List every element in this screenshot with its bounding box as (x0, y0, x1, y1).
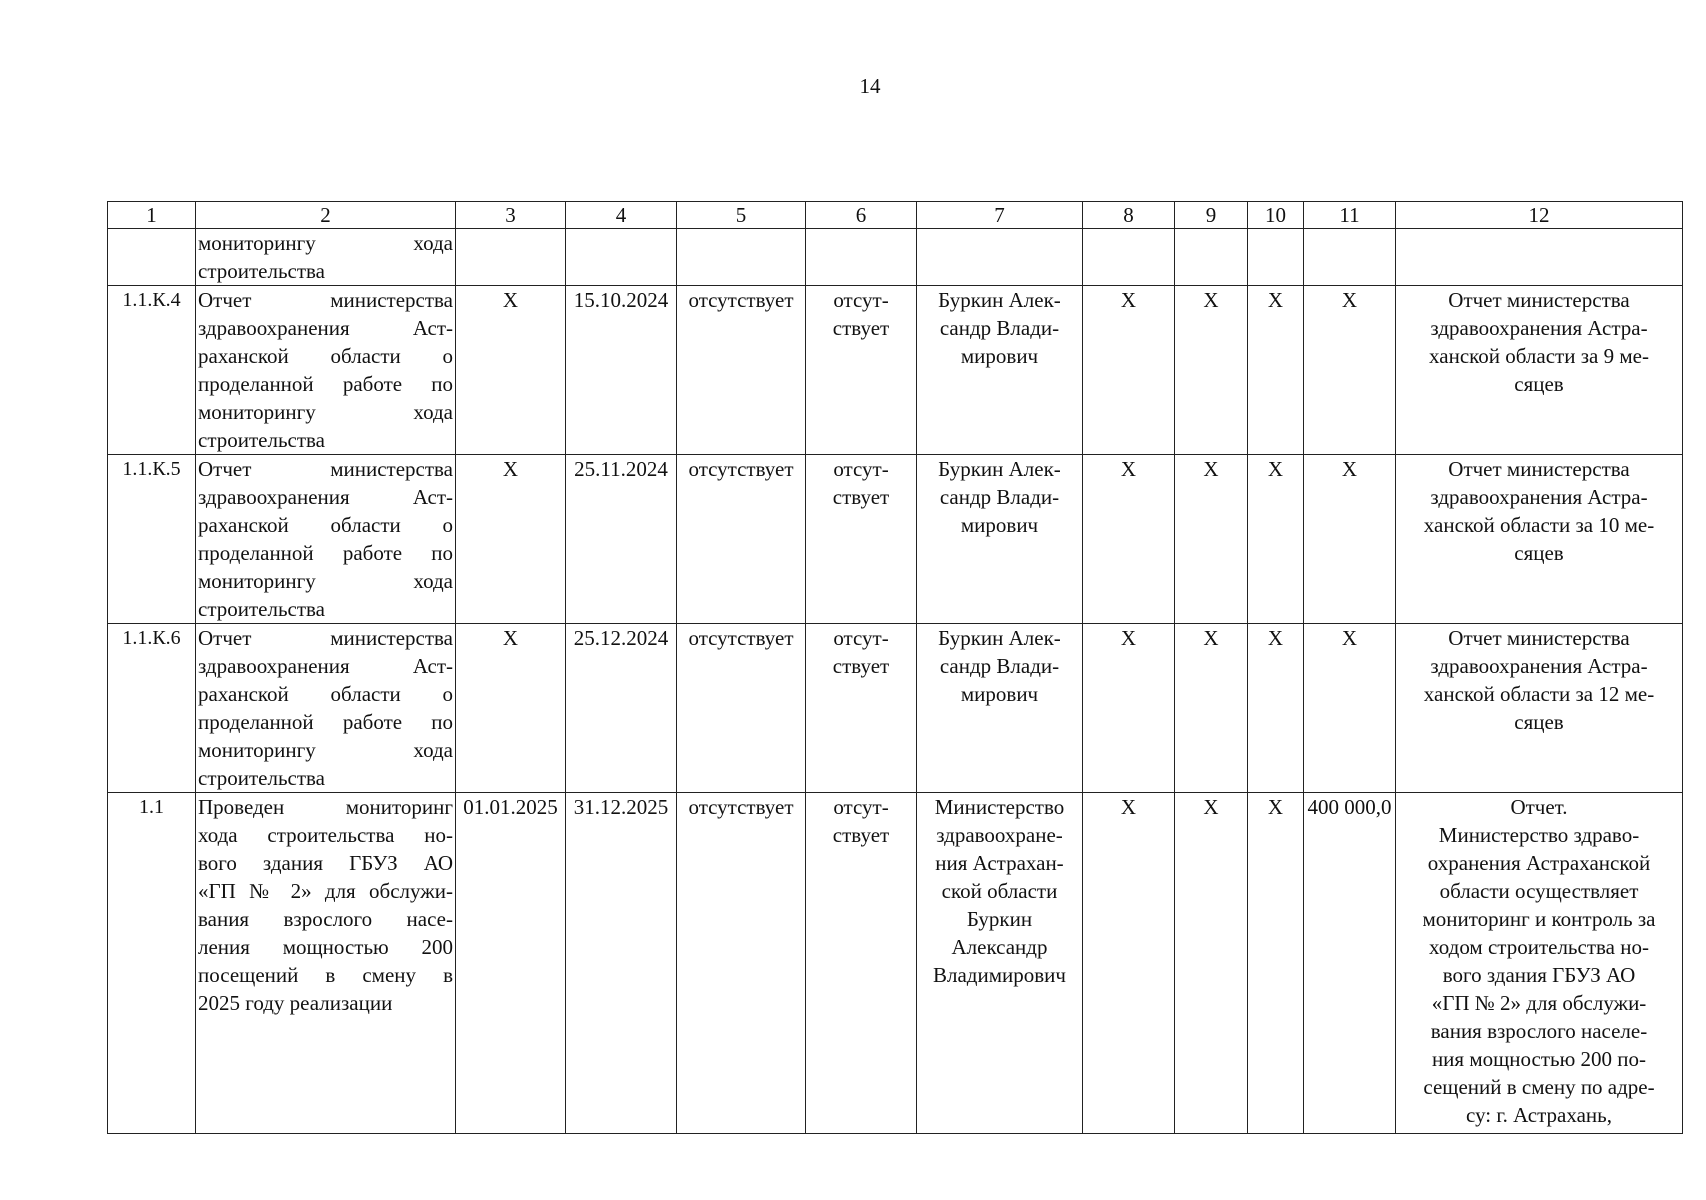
text-line: мирович (960, 682, 1039, 706)
predecessor-cell: отсутствует (677, 455, 806, 624)
event-description-cell (196, 624, 456, 793)
event-description-cell (196, 229, 456, 286)
header-cell: 2 (196, 202, 456, 229)
end-date-cell: 25.12.2024 (566, 624, 677, 793)
text-line: ханской области за 12 ме- (1423, 682, 1655, 706)
text-line: вания взрослого насе- (198, 907, 453, 931)
item-code-cell: 1.1.К.6 (108, 624, 196, 793)
text-line: ствует (832, 823, 890, 847)
page-number: 14 (859, 74, 881, 98)
text-line: Отчет министерства (1448, 288, 1630, 312)
text-line: здравоохранения Астра- (1430, 485, 1648, 509)
predecessor-cell: отсутствует (677, 793, 806, 1134)
table-row (108, 229, 1683, 286)
table-row (108, 793, 1683, 1134)
text-line: ствует (832, 654, 890, 678)
event-description-cell (196, 455, 456, 624)
end-date-cell (566, 229, 677, 286)
text-line: Отчет министерства (198, 457, 453, 481)
start-date-cell: 01.01.2025 (456, 793, 566, 1134)
budget-cell: X (1304, 286, 1396, 455)
responsible-person-cell (917, 624, 1083, 793)
text-line: Отчет министерства (198, 288, 453, 312)
text-line: Отчет. (1510, 795, 1568, 819)
text-line: Александр (951, 935, 1048, 959)
text-line: здравоохранения Аст- (198, 316, 453, 340)
col9-cell: X (1175, 624, 1248, 793)
text-line: проделанной работе по (198, 710, 453, 734)
item-code-cell: 1.1 (108, 793, 196, 1134)
responsible-person-cell (917, 455, 1083, 624)
header-cell: 6 (806, 202, 917, 229)
header-cell: 12 (1396, 202, 1683, 229)
col8-cell (1083, 229, 1175, 286)
start-date-cell: X (456, 286, 566, 455)
result-description-cell (1396, 286, 1683, 455)
result-description-cell (1396, 455, 1683, 624)
text-line: ской области (941, 879, 1058, 903)
header-cell: 7 (917, 202, 1083, 229)
col9-cell: X (1175, 286, 1248, 455)
budget-cell: X (1304, 455, 1396, 624)
text-line: ления мощностью 200 (198, 935, 453, 959)
text-line: сандр Влади- (939, 654, 1060, 678)
text-line: раханской области о (198, 682, 453, 706)
col8-cell: X (1083, 793, 1175, 1134)
text-line: мониторинг и контроль за (1422, 907, 1656, 931)
text-line: ния мощностью 200 по- (1431, 1047, 1647, 1071)
text-line: сяцев (1514, 541, 1564, 565)
text-line: сандр Влади- (939, 316, 1060, 340)
table-row (108, 455, 1683, 624)
budget-cell: 400 000,0 (1304, 793, 1396, 1134)
start-date-cell: X (456, 455, 566, 624)
col10-cell: X (1248, 286, 1304, 455)
event-description-cell (196, 793, 456, 1134)
col9-cell: X (1175, 793, 1248, 1134)
text-line: ходом строительства но- (1429, 935, 1649, 959)
header-cell: 4 (566, 202, 677, 229)
plan-table (107, 201, 1683, 1134)
text-line: мониторингу хода (198, 231, 453, 255)
text-line: области осуществляет (1439, 879, 1639, 903)
predecessor-cell (677, 229, 806, 286)
text-line: ханской области за 10 ме- (1423, 513, 1655, 537)
text-line: отсут- (833, 457, 889, 481)
end-date-cell: 15.10.2024 (566, 286, 677, 455)
text-line: Отчет министерства (198, 626, 453, 650)
text-line: сещений в смену по адре- (1423, 1075, 1655, 1099)
responsible-person-cell (917, 793, 1083, 1134)
col9-cell: X (1175, 455, 1248, 624)
text-line: отсут- (833, 795, 889, 819)
responsible-person-cell (917, 229, 1083, 286)
header-cell: 5 (677, 202, 806, 229)
end-date-cell: 31.12.2025 (566, 793, 677, 1134)
text-line: мирович (960, 513, 1039, 537)
header-cell: 3 (456, 202, 566, 229)
start-date-cell: X (456, 624, 566, 793)
text-line: проделанной работе по (198, 541, 453, 565)
budget-cell: X (1304, 624, 1396, 793)
col10-cell: X (1248, 455, 1304, 624)
text-line: сяцев (1514, 710, 1564, 734)
budget-cell (1304, 229, 1396, 286)
text-line: раханской области о (198, 513, 453, 537)
header-cell: 8 (1083, 202, 1175, 229)
successor-cell (806, 793, 917, 1134)
text-line: посещений в смену в (198, 963, 453, 987)
text-line: 2025 году реализации (198, 991, 393, 1015)
table-row (108, 624, 1683, 793)
col8-cell: X (1083, 624, 1175, 793)
text-line: вания взрослого населе- (1430, 1019, 1648, 1043)
text-line: строительства (198, 428, 326, 452)
successor-cell (806, 455, 917, 624)
item-code-cell (108, 229, 196, 286)
col9-cell (1175, 229, 1248, 286)
text-line: строительства (198, 259, 326, 283)
text-line: ствует (832, 485, 890, 509)
text-line: здравоохране- (936, 823, 1063, 847)
text-line: Отчет министерства (1448, 626, 1630, 650)
text-line: здравоохранения Астра- (1430, 316, 1648, 340)
successor-cell (806, 624, 917, 793)
table-row (108, 286, 1683, 455)
text-line: Министерство здраво- (1438, 823, 1640, 847)
text-line: Отчет министерства (1448, 457, 1630, 481)
text-line: здравоохранения Астра- (1430, 654, 1648, 678)
text-line: сандр Влади- (939, 485, 1060, 509)
text-line: вого здания ГБУЗ АО (1442, 963, 1636, 987)
text-line: Буркин Алек- (938, 626, 1061, 650)
predecessor-cell: отсутствует (677, 286, 806, 455)
header-cell: 11 (1304, 202, 1396, 229)
item-code-cell: 1.1.К.5 (108, 455, 196, 624)
text-line: здравоохранения Аст- (198, 654, 453, 678)
predecessor-cell: отсутствует (677, 624, 806, 793)
text-line: ствует (832, 316, 890, 340)
result-description-cell (1396, 229, 1683, 286)
text-line: хода строительства но- (198, 823, 453, 847)
text-line: отсут- (833, 626, 889, 650)
successor-cell (806, 286, 917, 455)
header-row (108, 202, 1683, 229)
text-line: охранения Астраханской (1427, 851, 1651, 875)
text-line: строительства (198, 766, 326, 790)
start-date-cell (456, 229, 566, 286)
col8-cell: X (1083, 455, 1175, 624)
end-date-cell: 25.11.2024 (566, 455, 677, 624)
text-line: мониторингу хода (198, 400, 453, 424)
text-line: Буркин Алек- (938, 288, 1061, 312)
event-description-cell (196, 286, 456, 455)
text-line: «ГП № 2» для обслужи- (1431, 991, 1647, 1015)
col10-cell: X (1248, 624, 1304, 793)
text-line: здравоохранения Аст- (198, 485, 453, 509)
result-description-cell (1396, 624, 1683, 793)
text-line: Владимирович (933, 963, 1066, 987)
text-line: строительства (198, 597, 326, 621)
text-line: Проведен мониторинг (198, 795, 453, 819)
text-line: мирович (960, 344, 1039, 368)
text-line: мониторингу хода (198, 569, 453, 593)
text-line: вого здания ГБУЗ АО (198, 851, 453, 875)
text-line: проделанной работе по (198, 372, 453, 396)
responsible-person-cell (917, 286, 1083, 455)
text-line: мониторингу хода (198, 738, 453, 762)
text-line: сяцев (1514, 372, 1564, 396)
text-line: ния Астрахан- (935, 851, 1064, 875)
header-cell: 9 (1175, 202, 1248, 229)
col10-cell: X (1248, 793, 1304, 1134)
text-line: раханской области о (198, 344, 453, 368)
col10-cell (1248, 229, 1304, 286)
header-cell: 10 (1248, 202, 1304, 229)
text-line: ханской области за 9 ме- (1429, 344, 1649, 368)
text-line: отсут- (833, 288, 889, 312)
successor-cell (806, 229, 917, 286)
result-description-cell (1396, 793, 1683, 1134)
col8-cell: X (1083, 286, 1175, 455)
header-cell: 1 (108, 202, 196, 229)
text-line: «ГП № 2» для обслужи- (198, 879, 453, 903)
text-line: Буркин (966, 907, 1033, 931)
text-line: Буркин Алек- (938, 457, 1061, 481)
table-body (108, 229, 1683, 1134)
text-line: Министерство (934, 795, 1065, 819)
text-line: су: г. Астрахань, (1466, 1103, 1612, 1127)
item-code-cell: 1.1.К.4 (108, 286, 196, 455)
